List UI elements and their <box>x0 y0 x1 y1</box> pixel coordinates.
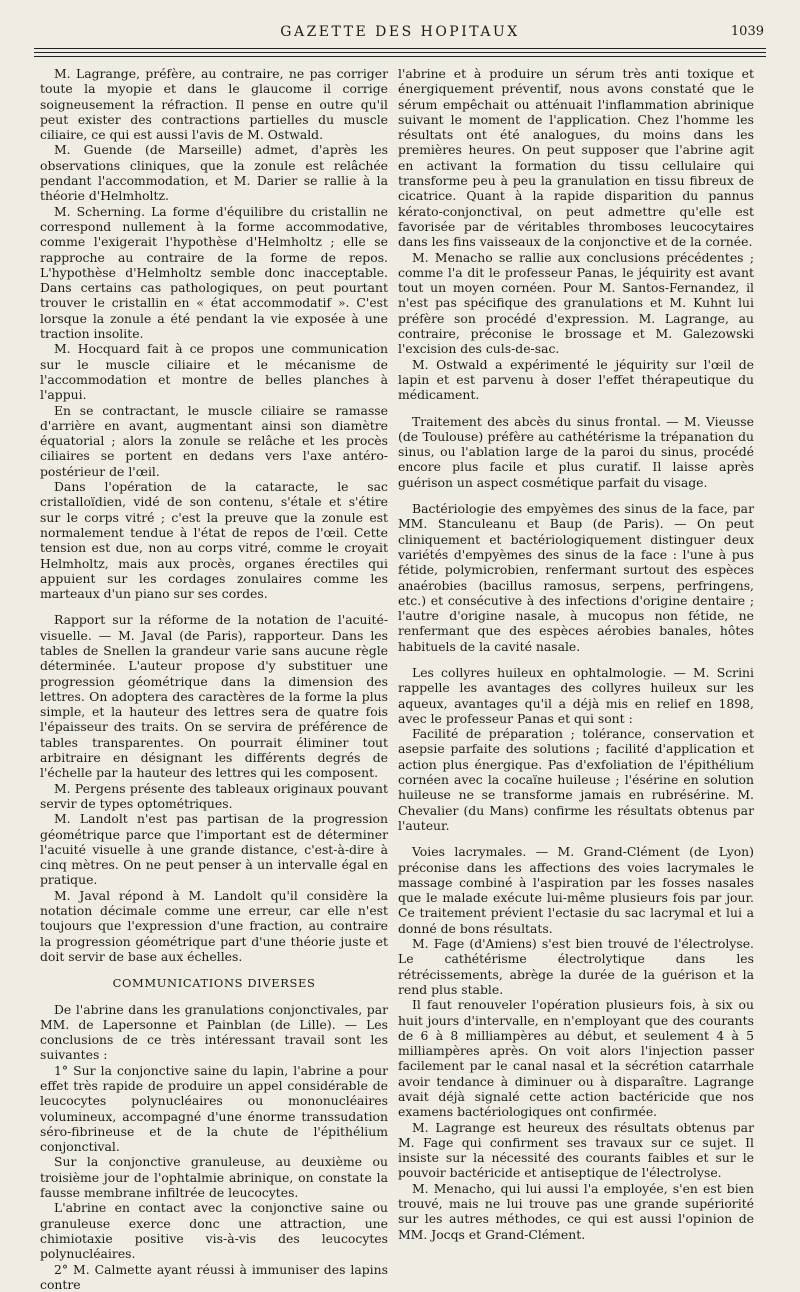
header-rule <box>34 48 766 49</box>
paragraph: 2° M. Calmette ayant réussi à immuniser des lapins contre <box>40 1261 388 1292</box>
paragraph: Facilité de préparation ; tolérance, conservation et asepsie parfaite des solutions ; facilité d'application et action plus énergique. Pas d'exfoliation de l'épithélium cornéen avec la cocaïne huileuse ; l'ésérine en solution huileuse ne se transforme jamais en rubrésérine. M. Chevalier (du Mans) confirme les résultats obtenus par l'auteur. <box>398 726 754 833</box>
paragraph: De l'abrine dans les granulations conjonctivales, par MM. de Lapersonne et Painblan (de Lille). — Les conclusions de ce très intéressant travail sont les suivantes : <box>40 1001 388 1063</box>
paragraph: Rapport sur la réforme de la notation de l'acuité-visuelle. — M. Javal (de Paris), rapporteur. Dans les tables de Snellen la grandeur varie sans aucune règle déterminée. L'auteur propose d'y substituer une progression géométrique dans la dimension des lettres. On adoptera des caractères de la forme la plus simple, et la hauteur des lettres sera de quatre fois l'épaisseur des traits. On se servira de préférence de tables transparentes. On pourrait éliminer tout arbitraire en désignant les différents degrés de l'échelle par la hauteur des lettres qui les composent. <box>40 612 388 781</box>
paragraph: M. Menacho, qui lui aussi l'a employée, s'en est bien trouvé, mais ne lui trouve pas une grande supériorité sur les autres méthodes, ce qui est aussi l'opinion de MM. Jocqs et Grand-Clément. <box>398 1180 754 1242</box>
section-heading: COMMUNICATIONS DIVERSES <box>112 976 316 991</box>
paragraph: M. Lagrange est heureux des résultats obtenus par M. Fage qui confirment ses travaux sur ce sujet. Il insiste sur la nécessité des courants faibles et sur le pouvoir bactéricide et antiseptique de l'électrolyse. <box>398 1119 754 1181</box>
paragraph: M. Hocquard fait à ce propos une communication sur le muscle ciliaire et le mécanisme de l'accommodation et montre de belles planches à l'appui. <box>40 341 388 403</box>
paragraph: Traitement des abcès du sinus frontal. — M. Vieusse (de Toulouse) préfère au cathétérisme la trépanation du sinus, ou l'ablation large de la paroi du sinus, procédé encore plus facile et plus curatif. Il laisse après guérison un aspect cosmétique parfait du visage. <box>398 413 754 490</box>
header-rule <box>34 52 766 53</box>
paragraph: En se contractant, le muscle ciliaire se ramasse d'arrière en avant, augmentant ainsi son diamètre équatorial ; alors la zonule se relâche et les procès ciliaires se portent en dedans vers l'axe antéro-postérieur de l'œil. <box>40 402 388 479</box>
paragraph: 1° Sur la conjonctive saine du lapin, l'abrine a pour effet très rapide de produire un appel considérable de leucocytes polynucléaires ou mononucléaires volumineux, accompagné d'une énorme transsudation séro-fibrineuse et de la chute de l'épithélium conjonctival. <box>40 1062 388 1155</box>
paragraph: Il faut renouveler l'opération plusieurs fois, à six ou huit jours d'intervalle, en n'employant que des courants de 6 à 8 milliampères au début, et seulement 4 à 5 milliampères après. On voit alors l'injection passer facilement par le canal nasal et la sécrétion catarrhale avoir tendance à diminuer ou à disparaître. Lagrange avait déjà signalé cette action bactéricide que nos examens bactériologiques ont confirmée. <box>398 997 754 1120</box>
paragraph: Bactériologie des empyèmes des sinus de la face, par MM. Stanculeanu et Baup (de Paris). — On peut cliniquement et bactériologiquement distinguer deux variétés d'empyèmes des sinus de la face : l'une à pus fétide, polymicrobien, renfermant surtout des espèces anaérobies (bacillus ramosus, serpens, perfringens, etc.) et consécutive à des infections d'origine dentaire ; l'autre d'origine nasale, à mucopus non fétide, ne renfermant que des espèces aérobies banales, hôtes habituels de la cavité nasale. <box>398 501 754 654</box>
paragraph: L'abrine en contact avec la conjonctive saine ou granuleuse exerce donc une attraction, une chimiotaxie positive vis-à-vis des leucocytes polynucléaires. <box>40 1200 388 1262</box>
paragraph: M. Fage (d'Amiens) s'est bien trouvé de l'électrolyse. Le cathétérisme électrolytique dans les rétrécissements, abrège la durée de la guérison et la rend plus stable. <box>398 936 754 997</box>
right-column <box>398 66 754 1242</box>
paragraph: M. Menacho se rallie aux conclusions précédentes ; comme l'a dit le professeur Panas, le jéquirity est avant tout un moyen cornéen. Pour M. Santos-Fernandez, il n'est pas spécifique des granulations et M. Kuhnt lui préfère son procédé d'expression. M. Lagrange, au contraire, préconise le brossage et M. Galezowski l'excision des culs-de-sac. <box>398 249 754 357</box>
header-rule <box>34 56 766 57</box>
paragraph: Les collyres huileux en ophtalmologie. — M. Scrini rappelle les avantages des collyres huileux sur les aqueux, avantages qu'il a déjà mis en relief en 1898, avec le professeur Panas et qui sont : <box>398 664 754 726</box>
paragraph: M. Javal répond à M. Landolt qu'il considère la notation décimale comme une erreur, car elle n'est toujours que l'expression d'une fraction, au contraire la progression géométrique part d'une théorie juste et doit servir de base aux échelles. <box>40 887 388 964</box>
paragraph: M. Lagrange, préfère, au contraire, ne pas corriger toute la myopie et dans le glaucome il corrige soigneusement la réfraction. Il pense en outre qu'il peut exister des contractions partielles du muscle ciliaire, ce qui est aussi l'avis de M. Ostwald. <box>40 66 388 143</box>
paragraph: M. Ostwald a expérimenté le jéquirity sur l'œil de lapin et est parvenu à doser l'effet thérapeutique du médicament. <box>398 356 754 403</box>
paragraph: M. Scherning. La forme d'équilibre du cristallin ne correspond nullement à la forme accommodative, comme l'exigerait l'hypothèse d'Helmholtz ; elle se rapproche au contraire de la forme de repos. L'hypothèse d'Helmholtz semble donc inacceptable. Dans certains cas pathologiques, on peut pourtant trouver le cristallin en « état accommodatif ». C'est lorsque la zonule a été pendant la vie exposée à une traction insolite. <box>40 203 388 342</box>
paragraph: M. Pergens présente des tableaux originaux pouvant servir de types optométriques. <box>40 780 388 811</box>
paragraph: M. Guende (de Marseille) admet, d'après les observations cliniques, que la zonule est relâchée pendant l'accommodation, et M. Darier se rallie à la théorie d'Helmholtz. <box>40 142 388 204</box>
paragraph: M. Landolt n'est pas partisan de la progression géométrique parce que l'important est de déterminer l'acuité visuelle à une grande distance, c'est-à-dire à cinq mètres. On ne peut penser à un intervalle égal en pratique. <box>40 811 388 888</box>
page-number: 1039 <box>730 24 764 39</box>
paragraph: Voies lacrymales. — M. Grand-Clément (de Lyon) préconise dans les affections des voies lacrymales le massage combiné à l'aspiration par les fosses nasales que le malade exécute lui-même plusieurs fois par jour. Ce traitement prévient l'ectasie du sac lacrymal et lui a donné de bons résultats. <box>398 844 754 936</box>
page-header <box>34 18 766 46</box>
paragraph: Sur la conjonctive granuleuse, au deuxième ou troisième jour de l'ophtalmie abrinique, on constate la fausse membrane infiltrée de leucocytes. <box>40 1154 388 1201</box>
left-column <box>40 66 388 1292</box>
journal-title: GAZETTE DES HOPITAUX <box>280 24 520 40</box>
paragraph: l'abrine et à produire un sérum très anti toxique et énergiquement préventif, nous avons constaté que le sérum empêchait ou atténuait l'inflammation abrinique suivant le moment de l'application. Chez l'homme les résultats ont été analogues, du moins dans les premières heures. On peut supposer que l'abrine agit en activant la formation du tissu cellulaire qui transforme peu à peu la granulation en tissu fibreux de cicatrice. Quant à la rapide disparition du pannus kérato-conjonctival, on peut admettre qu'elle est favorisée par de véritables thromboses leucocytaires dans les fins vaisseaux de la conjonctive et de la cornée. <box>398 66 754 250</box>
paragraph: Dans l'opération de la cataracte, le sac cristalloïdien, vidé de son contenu, s'étale et s'étire sur le corps vitré ; c'est la preuve que la zonule est normalement tendue à l'état de repos de l'œil. Cette tension est due, non au corps vitré, comme le croyait Helmholtz, mais aux procès, organes érectiles qui appuient sur les cordages zonulaires comme les marteaux d'un piano sur ses cordes. <box>40 479 388 602</box>
